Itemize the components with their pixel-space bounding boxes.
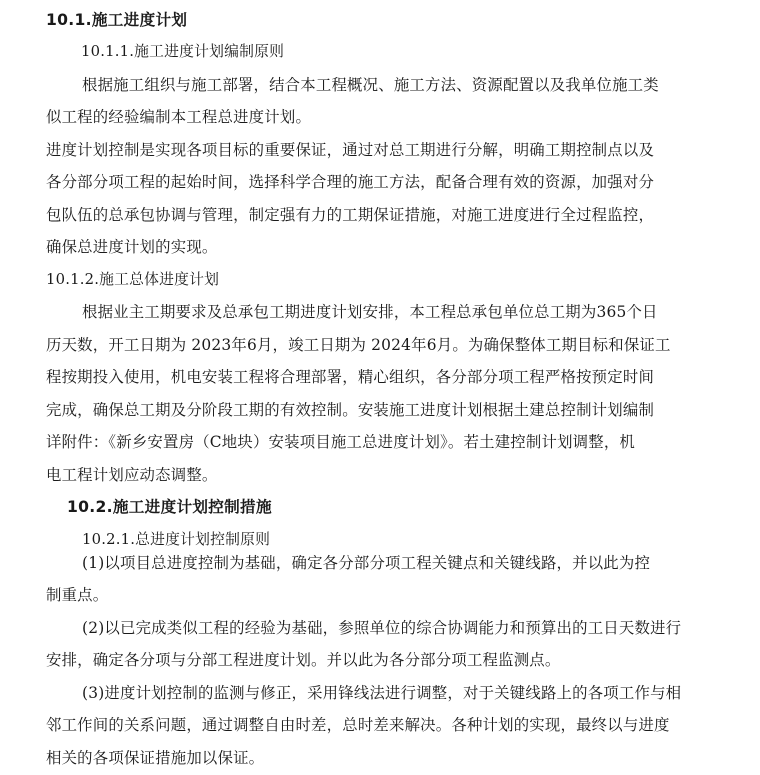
paragraph-line: 详附件：《新乡安置房（C地块）安装项目施工总进度计划》。若土建控制计划调整，机 — [46, 433, 636, 451]
list-item-line: 安排，确定各分项与分部工程进度计划。并以此为各分部分项工程监测点。 — [46, 651, 561, 669]
list-item-line: (3)进度计划控制的监测与修正，采用锋线法进行调整，对于关键线路上的各项工作与相 — [82, 684, 682, 702]
subsection-heading: 10.2.1.总进度计划控制原则 — [82, 531, 271, 548]
paragraph-line: 似工程的经验编制本工程总进度计划。 — [46, 108, 312, 126]
paragraph-line: 电工程计划应动态调整。 — [46, 466, 218, 484]
paragraph-line: 历天数，开工日期为 2023年6月，竣工日期为 2024年6月。为确保整体工期目标和保证工 — [46, 336, 671, 354]
paragraph-line: 包队伍的总承包协调与管理，制定强有力的工期保证措施，对施工进度进行全过程监控， — [46, 206, 655, 224]
paragraph-line: 完成，确保总工期及分阶段工期的有效控制。安装施工进度计划根据土建总控制计划编制 — [46, 401, 655, 419]
paragraph-line: 进度计划控制是实现各项目标的重要保证，通过对总工期进行分解，明确工期控制点以及 — [46, 141, 655, 159]
subsection-heading: 10.1.1.施工进度计划编制原则 — [81, 43, 285, 60]
list-item-line: 制重点。 — [46, 586, 109, 604]
section-heading: 10.1.施工进度计划 — [46, 11, 188, 29]
paragraph-line: 程按期投入使用，机电安装工程将合理部署，精心组织，各分部分项工程严格按预定时间 — [46, 368, 655, 386]
paragraph-line: 根据施工组织与施工部署，结合本工程概况、施工方法、资源配置以及我单位施工类 — [82, 76, 659, 94]
paragraph-line: 确保总进度计划的实现。 — [46, 238, 218, 256]
paragraph-line: 各分部分项工程的起始时间，选择科学合理的施工方法，配备合理有效的资源，加强对分 — [46, 173, 655, 191]
section-heading: 10.2.施工进度计划控制措施 — [67, 498, 272, 516]
list-item-line: (1)以项目总进度控制为基础，确定各分部分项工程关键点和关键线路，并以此为控 — [82, 554, 651, 572]
list-item-line: 相关的各项保证措施加以保证。 — [46, 749, 265, 767]
subsection-heading: 10.1.2.施工总体进度计划 — [46, 271, 220, 288]
list-item-line: (2)以已完成类似工程的经验为基础，参照单位的综合协调能力和预算出的工日天数进行 — [82, 619, 682, 637]
paragraph-line: 根据业主工期要求及总承包工期进度计划安排，本工程总承包单位总工期为365个日 — [82, 303, 658, 321]
list-item-line: 邻工作间的关系问题，通过调整自由时差，总时差来解决。各种计划的实现，最终以与进度 — [46, 716, 670, 734]
